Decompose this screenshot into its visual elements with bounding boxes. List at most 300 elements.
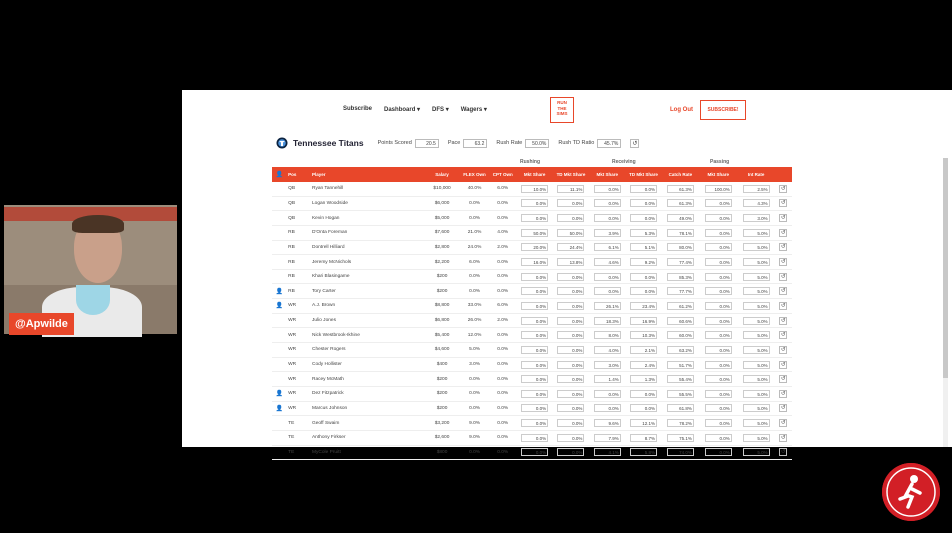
catch-input[interactable]: 77.7% xyxy=(667,287,694,295)
cell-rush_td xyxy=(553,182,590,196)
pass_mkt-input[interactable]: 0.0% xyxy=(705,317,732,325)
nav-dfs[interactable] xyxy=(432,106,449,113)
pass_mkt-input[interactable]: 0.0% xyxy=(705,361,732,369)
rush_td-input[interactable]: 0.0% xyxy=(557,404,584,412)
table-row xyxy=(272,372,792,387)
reset-icon[interactable]: ↺ xyxy=(780,200,786,207)
user-icon[interactable] xyxy=(272,225,287,240)
pass_mkt-input[interactable]: 0.0% xyxy=(705,448,732,456)
reset-icon[interactable]: ↺ xyxy=(780,361,786,368)
int-input[interactable]: 5.0% xyxy=(743,229,770,237)
row-reset xyxy=(775,182,792,196)
rec_td-input[interactable]: 0.0% xyxy=(630,199,657,207)
logout-link[interactable]: Log Out xyxy=(670,107,693,113)
rush_mkt-input[interactable]: 0.0% xyxy=(521,346,548,354)
rush_td-input[interactable]: 0.0% xyxy=(557,361,584,369)
cell-pass_mkt xyxy=(699,416,738,431)
cell-pos: WR xyxy=(287,343,311,358)
cell-rush_mkt xyxy=(517,343,553,358)
pass_mkt-input[interactable]: 100.0% xyxy=(705,185,732,193)
int-input[interactable]: 5.0% xyxy=(743,434,770,442)
pass_mkt-input[interactable]: 0.0% xyxy=(705,331,732,339)
rec_mkt-input[interactable]: 3.0% xyxy=(594,361,621,369)
cell-rush_td xyxy=(553,211,590,226)
rush_mkt-input[interactable]: 0.0% xyxy=(521,434,548,442)
table-row xyxy=(272,269,792,284)
top-nav xyxy=(343,106,487,113)
rush_td-input[interactable]: 0.0% xyxy=(557,448,584,456)
rec_td-input[interactable]: 0.0% xyxy=(630,287,657,295)
cell-pass_mkt xyxy=(699,430,738,445)
cell-rec_td xyxy=(625,357,662,372)
team-controls xyxy=(274,137,639,149)
cell-pass_mkt xyxy=(699,284,738,299)
person-collar xyxy=(76,285,110,315)
rush_td-input[interactable]: 0.0% xyxy=(557,214,584,222)
cell-rush_mkt xyxy=(517,284,553,299)
col-flex-own[interactable]: FLEX Own xyxy=(460,167,488,182)
cell-rec_td xyxy=(625,445,662,460)
reset-icon[interactable]: ↺ xyxy=(780,273,786,280)
catch-input[interactable]: 49.0% xyxy=(667,214,694,222)
nav-dashboard[interactable] xyxy=(384,106,420,113)
row-reset xyxy=(775,372,792,387)
cell-rec_td xyxy=(625,416,662,431)
rush_mkt-input[interactable]: 0.0% xyxy=(521,375,548,383)
rush_td-input[interactable]: 0.0% xyxy=(557,434,584,442)
reset-icon[interactable]: ↺ xyxy=(780,405,786,412)
rush_td-input[interactable]: 0.0% xyxy=(557,331,584,339)
rec_td-input[interactable]: 5.1% xyxy=(630,243,657,251)
row-reset xyxy=(775,269,792,284)
table-row xyxy=(272,211,792,226)
cell-pos: RB xyxy=(287,225,311,240)
catch-input[interactable]: 61.3% xyxy=(667,199,694,207)
col-pos[interactable]: Pos xyxy=(287,167,311,182)
cell-cpt-own: 0.0% xyxy=(489,328,517,343)
cell-salary: $2,600 xyxy=(424,430,461,445)
catch-input[interactable]: 51.7% xyxy=(667,361,694,369)
rush_td-input[interactable]: 50.0% xyxy=(557,229,584,237)
table-row xyxy=(272,240,792,255)
rush-rate-input[interactable]: 50.0% xyxy=(525,139,549,148)
cell-cpt-own: 0.0% xyxy=(489,255,517,270)
col-rec-td[interactable]: TD Mkt Share xyxy=(625,167,662,182)
rec_mkt-input[interactable]: 3.9% xyxy=(594,229,621,237)
rec_mkt-input[interactable]: 6.1% xyxy=(594,243,621,251)
col-salary[interactable]: Salary xyxy=(424,167,461,182)
pace-input[interactable]: 63.2 xyxy=(463,139,487,148)
int-input[interactable]: 5.0% xyxy=(743,404,770,412)
user-icon[interactable] xyxy=(272,196,287,211)
row-reset xyxy=(775,430,792,445)
catch-input[interactable]: 63.2% xyxy=(667,346,694,354)
user-icon[interactable] xyxy=(272,386,287,401)
rush-td-input[interactable]: 45.7% xyxy=(597,139,621,148)
nav-dfs-label: DFS xyxy=(432,107,445,113)
user-icon[interactable] xyxy=(272,211,287,226)
rec_mkt-input[interactable]: 0.0% xyxy=(594,390,621,398)
pass_mkt-input[interactable]: 0.0% xyxy=(705,404,732,412)
rec_td-input[interactable]: 0.0% xyxy=(630,390,657,398)
cell-salary: $200 xyxy=(424,269,461,284)
cell-cpt-own: 0.0% xyxy=(489,386,517,401)
reset-icon[interactable]: ↺ xyxy=(780,244,786,251)
cell-pos: QB xyxy=(287,196,311,211)
user-icon[interactable] xyxy=(272,357,287,372)
cell-flex-own: 0.0% xyxy=(460,211,488,226)
rush_mkt-input[interactable]: 50.0% xyxy=(521,229,548,237)
rec_mkt-input[interactable]: 7.9% xyxy=(594,434,621,442)
rush_mkt-input[interactable]: 0.0% xyxy=(521,448,548,456)
rush_td-input[interactable]: 0.0% xyxy=(557,346,584,354)
rec_td-input[interactable]: 12.1% xyxy=(630,419,657,427)
rush_mkt-input[interactable]: 0.0% xyxy=(521,390,548,398)
cell-cpt-own: 0.0% xyxy=(489,343,517,358)
user-icon[interactable] xyxy=(272,430,287,445)
cell-player: Jeremy McNichols xyxy=(311,255,424,270)
rec_td-input[interactable]: 9.2% xyxy=(630,258,657,266)
cell-int xyxy=(738,343,775,358)
logo-line: RUN xyxy=(557,100,567,105)
cell-rush_td xyxy=(553,299,590,314)
subscribe-button[interactable]: SUBSCRIBE! xyxy=(700,100,746,120)
row-reset xyxy=(775,284,792,299)
rush_td-input[interactable]: 24.4% xyxy=(557,243,584,251)
reset-icon[interactable]: ↺ xyxy=(780,420,786,427)
reset-icon[interactable]: ↺ xyxy=(632,140,638,147)
pass_mkt-input[interactable]: 0.0% xyxy=(705,375,732,383)
rec_td-input[interactable]: 0.0% xyxy=(630,404,657,412)
cell-int xyxy=(738,401,775,416)
cell-flex-own: 0.0% xyxy=(460,401,488,416)
reset-icon[interactable]: ↺ xyxy=(780,346,786,353)
cell-player: Nick Westbrook-Ikhine xyxy=(311,328,424,343)
user-icon: 👤 xyxy=(275,303,284,310)
cell-int xyxy=(738,386,775,401)
row-reset xyxy=(775,240,792,255)
col-pass-mkt[interactable]: Mkt Share xyxy=(699,167,738,182)
cell-int xyxy=(738,182,775,196)
rush_mkt-input[interactable]: 0.0% xyxy=(521,419,548,427)
cell-rush_mkt xyxy=(517,196,553,211)
cell-rec_mkt xyxy=(589,269,625,284)
catch-input[interactable]: 80.0% xyxy=(667,243,694,251)
cell-salary: $10,000 xyxy=(424,182,461,196)
pass_mkt-input[interactable]: 0.0% xyxy=(705,287,732,295)
rec_mkt-input[interactable]: 0.0% xyxy=(594,199,621,207)
reset-icon[interactable]: ↺ xyxy=(780,449,786,456)
cell-salary: $200 xyxy=(424,284,461,299)
pass_mkt-input[interactable]: 0.0% xyxy=(705,346,732,354)
user-icon[interactable] xyxy=(272,416,287,431)
catch-input[interactable]: 61.8% xyxy=(667,404,694,412)
rec_mkt-input[interactable]: 18.3% xyxy=(594,317,621,325)
run-the-sims-page xyxy=(182,90,952,456)
rec_mkt-input[interactable]: 0.0% xyxy=(594,185,621,193)
catch-input[interactable]: 60.6% xyxy=(667,317,694,325)
user-icon[interactable] xyxy=(272,328,287,343)
int-input[interactable]: 5.0% xyxy=(743,346,770,354)
cell-salary: $3,200 xyxy=(424,416,461,431)
cell-pos: RB xyxy=(287,240,311,255)
cell-player: Kevin Hogan xyxy=(311,211,424,226)
user-icon[interactable] xyxy=(272,401,287,416)
pass_mkt-input[interactable]: 0.0% xyxy=(705,258,732,266)
rec_mkt-input[interactable]: 0.0% xyxy=(594,214,621,222)
pass_mkt-input[interactable]: 0.0% xyxy=(705,273,732,281)
rush-rate-label: Rush Rate xyxy=(496,140,523,146)
cell-int xyxy=(738,255,775,270)
int-input[interactable]: 5.0% xyxy=(743,331,770,339)
cell-salary: $6,800 xyxy=(424,313,461,328)
catch-input[interactable]: 61.3% xyxy=(667,185,694,193)
cell-catch xyxy=(662,269,699,284)
nav-subscribe-link[interactable]: Subscribe xyxy=(343,106,373,112)
user-icon[interactable] xyxy=(272,182,287,196)
rush_mkt-input[interactable]: 0.0% xyxy=(521,199,548,207)
pass_mkt-input[interactable]: 0.0% xyxy=(705,214,732,222)
rush_td-input[interactable]: 0.0% xyxy=(557,199,584,207)
rec_td-input[interactable]: 0.0% xyxy=(630,214,657,222)
reset-icon[interactable]: ↺ xyxy=(780,259,786,266)
rush_mkt-input[interactable]: 0.0% xyxy=(521,302,548,310)
reset-icon[interactable]: ↺ xyxy=(780,332,786,339)
user-icon[interactable] xyxy=(272,445,287,460)
cell-flex-own: 9.0% xyxy=(460,430,488,445)
cell-salary: $400 xyxy=(424,357,461,372)
int-input[interactable]: 5.0% xyxy=(743,390,770,398)
reset-icon[interactable]: ↺ xyxy=(780,376,786,383)
cell-pos: RB xyxy=(287,269,311,284)
int-input[interactable]: 5.0% xyxy=(743,361,770,369)
rec_td-input[interactable]: 10.3% xyxy=(630,331,657,339)
pass_mkt-input[interactable]: 0.0% xyxy=(705,419,732,427)
rush-td-label: Rush TD Ratio xyxy=(558,140,595,146)
cell-cpt-own: 0.0% xyxy=(489,196,517,211)
rec_td-input[interactable]: 23.4% xyxy=(630,302,657,310)
user-icon[interactable] xyxy=(272,372,287,387)
pass_mkt-input[interactable]: 0.0% xyxy=(705,243,732,251)
row-reset xyxy=(775,445,792,460)
cell-int xyxy=(738,299,775,314)
rec_mkt-input[interactable]: 4.6% xyxy=(594,258,621,266)
int-input[interactable]: 5.0% xyxy=(743,243,770,251)
rush_td-input[interactable]: 0.0% xyxy=(557,273,584,281)
rec_mkt-input[interactable]: 26.1% xyxy=(594,302,621,310)
pass_mkt-input[interactable]: 0.0% xyxy=(705,229,732,237)
rush_td-input[interactable]: 13.8% xyxy=(557,258,584,266)
int-input[interactable]: 5.0% xyxy=(743,317,770,325)
rush_td-input[interactable]: 0.0% xyxy=(557,419,584,427)
row-reset xyxy=(775,401,792,416)
catch-input[interactable]: 74.0% xyxy=(667,448,694,456)
cell-catch xyxy=(662,255,699,270)
rush_mkt-input[interactable]: 0.0% xyxy=(521,287,548,295)
pass_mkt-input[interactable]: 0.0% xyxy=(705,390,732,398)
catch-input[interactable]: 75.1% xyxy=(667,434,694,442)
rush_mkt-input[interactable]: 0.0% xyxy=(521,404,548,412)
cell-pass_mkt xyxy=(699,225,738,240)
nav-wagers[interactable] xyxy=(461,106,487,113)
rec_td-input[interactable]: 0.0% xyxy=(630,273,657,281)
rec_td-input[interactable]: 2.1% xyxy=(630,346,657,354)
row-reset xyxy=(775,343,792,358)
user-icon[interactable] xyxy=(272,255,287,270)
user-icon[interactable] xyxy=(272,299,287,314)
rec_mkt-input[interactable]: 0.0% xyxy=(594,404,621,412)
catch-input[interactable]: 55.4% xyxy=(667,375,694,383)
int-input[interactable]: 5.0% xyxy=(743,273,770,281)
rush_td-input[interactable]: 0.0% xyxy=(557,317,584,325)
cell-rush_td xyxy=(553,313,590,328)
col-rec-mkt[interactable]: Mkt Share xyxy=(589,167,625,182)
user-icon[interactable] xyxy=(272,269,287,284)
cell-salary: $2,200 xyxy=(424,255,461,270)
row-reset xyxy=(775,255,792,270)
rush_mkt-input[interactable]: 0.0% xyxy=(521,214,548,222)
col-rush-td[interactable]: TD Mkt Share xyxy=(553,167,590,182)
int-input[interactable]: 2.5% xyxy=(743,185,770,193)
int-input[interactable]: 3.0% xyxy=(743,214,770,222)
rec_mkt-input[interactable]: 4.1% xyxy=(594,448,621,456)
cell-rec_td xyxy=(625,401,662,416)
cell-flex-own: 21.0% xyxy=(460,225,488,240)
rush_td-input[interactable]: 0.0% xyxy=(557,287,584,295)
cell-catch xyxy=(662,299,699,314)
cell-player: A.J. Brown xyxy=(311,299,424,314)
rec_td-input[interactable]: 8.7% xyxy=(630,434,657,442)
cell-salary: $6,000 xyxy=(424,196,461,211)
cell-rec_mkt xyxy=(589,299,625,314)
cell-int xyxy=(738,240,775,255)
rush_mkt-input[interactable]: 0.0% xyxy=(521,317,548,325)
reset-icon[interactable]: ↺ xyxy=(780,317,786,324)
scrollbar[interactable] xyxy=(943,158,948,447)
scrollbar-thumb[interactable] xyxy=(943,158,948,378)
cell-pos: WR xyxy=(287,299,311,314)
cell-salary: $200 xyxy=(424,372,461,387)
cell-player: Racey McMath xyxy=(311,372,424,387)
rush_td-input[interactable]: 0.0% xyxy=(557,302,584,310)
cell-rec_td xyxy=(625,196,662,211)
reset-icon[interactable]: ↺ xyxy=(780,390,786,397)
cell-rec_mkt xyxy=(589,182,625,196)
catch-input[interactable]: 55.5% xyxy=(667,390,694,398)
cell-rush_td xyxy=(553,386,590,401)
rush_mkt-input[interactable]: 0.0% xyxy=(521,331,548,339)
cell-int xyxy=(738,225,775,240)
rec_td-input[interactable]: 16.9% xyxy=(630,317,657,325)
col-cpt-own[interactable]: CPT Own xyxy=(489,167,517,182)
cell-rec_td xyxy=(625,386,662,401)
int-input[interactable]: 5.0% xyxy=(743,258,770,266)
catch-input[interactable]: 85.3% xyxy=(667,273,694,281)
rec_mkt-input[interactable]: 8.0% xyxy=(594,331,621,339)
int-input[interactable]: 4.3% xyxy=(743,199,770,207)
rush_td-input[interactable]: 0.0% xyxy=(557,375,584,383)
cell-rec_mkt xyxy=(589,328,625,343)
rec_td-input[interactable]: 0.0% xyxy=(630,185,657,193)
rec_mkt-input[interactable]: 0.0% xyxy=(594,273,621,281)
rush_td-input[interactable]: 11.1% xyxy=(557,185,584,193)
reset-icon[interactable]: ↺ xyxy=(780,215,786,222)
rush_mkt-input[interactable]: 20.0% xyxy=(521,243,548,251)
int-input[interactable]: 5.0% xyxy=(743,419,770,427)
catch-input[interactable]: 61.2% xyxy=(667,302,694,310)
user-icon[interactable] xyxy=(272,343,287,358)
reset-icon[interactable]: ↺ xyxy=(780,185,786,192)
rec_mkt-input[interactable]: 9.6% xyxy=(594,419,621,427)
int-input[interactable]: 5.0% xyxy=(743,375,770,383)
cell-int xyxy=(738,445,775,460)
rush_mkt-input[interactable]: 0.0% xyxy=(521,361,548,369)
cell-rec_mkt xyxy=(589,255,625,270)
cell-pass_mkt xyxy=(699,401,738,416)
col-player[interactable]: Player xyxy=(311,167,424,182)
rec_td-input[interactable]: 5.3% xyxy=(630,229,657,237)
table-row xyxy=(272,401,792,416)
rush_td-input[interactable]: 0.0% xyxy=(557,390,584,398)
rush_mkt-input[interactable]: 16.0% xyxy=(521,258,548,266)
catch-input[interactable]: 60.0% xyxy=(667,331,694,339)
cell-int xyxy=(738,269,775,284)
reset-icon[interactable]: ↺ xyxy=(780,434,786,441)
table-row xyxy=(272,386,792,401)
cell-rush_td xyxy=(553,416,590,431)
rush_mkt-input[interactable]: 0.0% xyxy=(521,273,548,281)
user-icon[interactable] xyxy=(272,284,287,299)
col-int-rate[interactable]: Int Rate xyxy=(738,167,775,182)
user-icon[interactable] xyxy=(272,240,287,255)
catch-input[interactable]: 78.2% xyxy=(667,419,694,427)
cell-catch xyxy=(662,430,699,445)
cell-rush_td xyxy=(553,240,590,255)
rec_mkt-input[interactable]: 1.4% xyxy=(594,375,621,383)
col-rush-mkt[interactable]: Mkt Share xyxy=(517,167,553,182)
rec_td-input[interactable]: 1.3% xyxy=(630,375,657,383)
cell-rec_mkt xyxy=(589,372,625,387)
rec_mkt-input[interactable]: 0.0% xyxy=(594,287,621,295)
rec_mkt-input[interactable]: 4.0% xyxy=(594,346,621,354)
cell-cpt-own: 2.0% xyxy=(489,313,517,328)
int-input[interactable]: 5.0% xyxy=(743,448,770,456)
points-input[interactable]: 20.5 xyxy=(415,139,439,148)
user-icon[interactable] xyxy=(272,313,287,328)
pass_mkt-input[interactable]: 0.0% xyxy=(705,434,732,442)
catch-input[interactable]: 77.4% xyxy=(667,258,694,266)
rec_td-input[interactable]: 5.8% xyxy=(630,448,657,456)
cell-player: Dez Fitzpatrick xyxy=(311,386,424,401)
catch-input[interactable]: 78.1% xyxy=(667,229,694,237)
cell-rush_td xyxy=(553,430,590,445)
int-input[interactable]: 5.0% xyxy=(743,287,770,295)
pass_mkt-input[interactable]: 0.0% xyxy=(705,302,732,310)
site-logo[interactable] xyxy=(550,97,574,123)
reset-icon[interactable]: ↺ xyxy=(780,302,786,309)
rush_mkt-input[interactable]: 10.0% xyxy=(521,185,548,193)
cell-pass_mkt xyxy=(699,255,738,270)
int-input[interactable]: 5.0% xyxy=(743,302,770,310)
rec_td-input[interactable]: 2.4% xyxy=(630,361,657,369)
cell-flex-own: 0.0% xyxy=(460,269,488,284)
col-catch-rate[interactable]: Catch Rate xyxy=(662,167,699,182)
reset-icon[interactable]: ↺ xyxy=(780,288,786,295)
cell-rec_mkt xyxy=(589,343,625,358)
pass_mkt-input[interactable]: 0.0% xyxy=(705,199,732,207)
cell-catch xyxy=(662,182,699,196)
reset-icon[interactable]: ↺ xyxy=(780,229,786,236)
